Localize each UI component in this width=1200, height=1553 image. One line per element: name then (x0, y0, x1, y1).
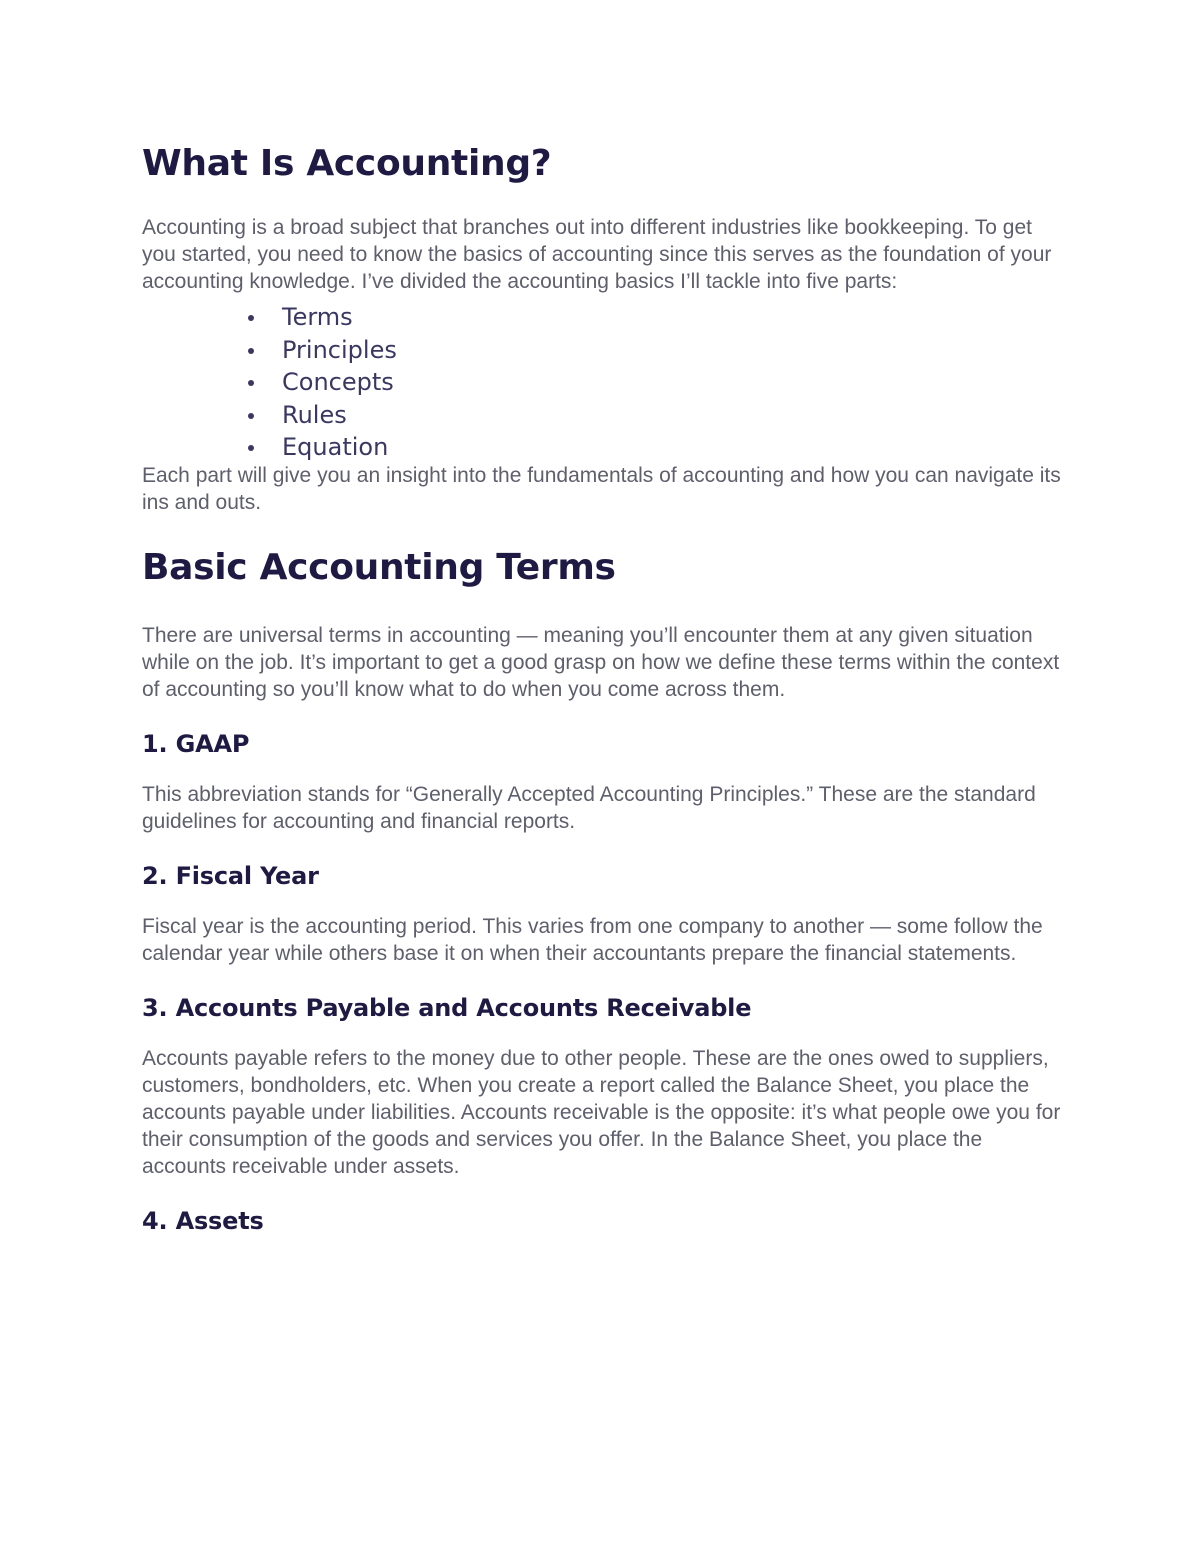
list-item-label: Rules (282, 400, 347, 429)
list-item-label: Equation (282, 433, 389, 461)
list-item (242, 334, 1062, 367)
bullet-icon (248, 413, 254, 419)
term-body-gaap: This abbreviation stands for “Generally Accepted Accounting Principles.” These are the standard guidelines for accounting and financial reports. (142, 782, 1036, 833)
list-item-label: Terms (282, 303, 353, 331)
page-title: What Is Accounting? (142, 143, 552, 184)
document-page (142, 140, 1062, 1258)
term-heading-accounts-payable-receivable: 3. Accounts Payable and Accounts Receivable (142, 993, 752, 1022)
section-title: Basic Accounting Terms (142, 546, 616, 588)
intro-paragraph: Accounting is a broad subject that branches out into different industries like bookkeeping. To get you started, you need to know the basics of accounting since this serves as the foundation of your accounting knowledge. I’ve divided the accounting basics I’ll tackle into five parts: (142, 216, 1052, 293)
list-item (242, 431, 1062, 464)
list-item (242, 301, 1062, 334)
term-heading-gaap: 1. GAAP (142, 729, 250, 758)
outro-paragraph: Each part will give you an insight into the fundamentals of accounting and how you can navigate its ins and outs. (142, 463, 1061, 514)
list-item (242, 399, 1062, 432)
term-body-accounts-payable-receivable: Accounts payable refers to the money due to other people. These are the ones owed to suppliers, customers, bondholders, etc. When you create a report called the Balance Sheet, you place the accounts payable under liabilities. Accounts receivable is the opposite: it’s what people owe you for their consumption of the goods and services you offer. In the Balance Sheet, you place the accounts receivable under assets. (142, 1046, 1061, 1178)
term-heading-fiscal-year: 2. Fiscal Year (142, 861, 319, 890)
list-item-label: Principles (282, 335, 397, 364)
parts-list (142, 301, 1062, 464)
list-item (242, 366, 1062, 399)
bullet-icon (248, 315, 254, 321)
bullet-icon (248, 380, 254, 386)
list-item-label: Concepts (282, 368, 394, 396)
bullet-icon (248, 348, 254, 354)
term-heading-assets: 4. Assets (142, 1206, 264, 1235)
term-body-fiscal-year: Fiscal year is the accounting period. This varies from one company to another — some follow the calendar year while others base it on when their accountants prepare the financial statements. (142, 914, 1043, 965)
bullet-icon (248, 445, 254, 451)
section-intro-paragraph: There are universal terms in accounting — meaning you’ll encounter them at any given situation while on the job. It’s important to get a good grasp on how we define these terms within the context of accounting so you’ll know what to do when you come across them. (142, 623, 1060, 701)
